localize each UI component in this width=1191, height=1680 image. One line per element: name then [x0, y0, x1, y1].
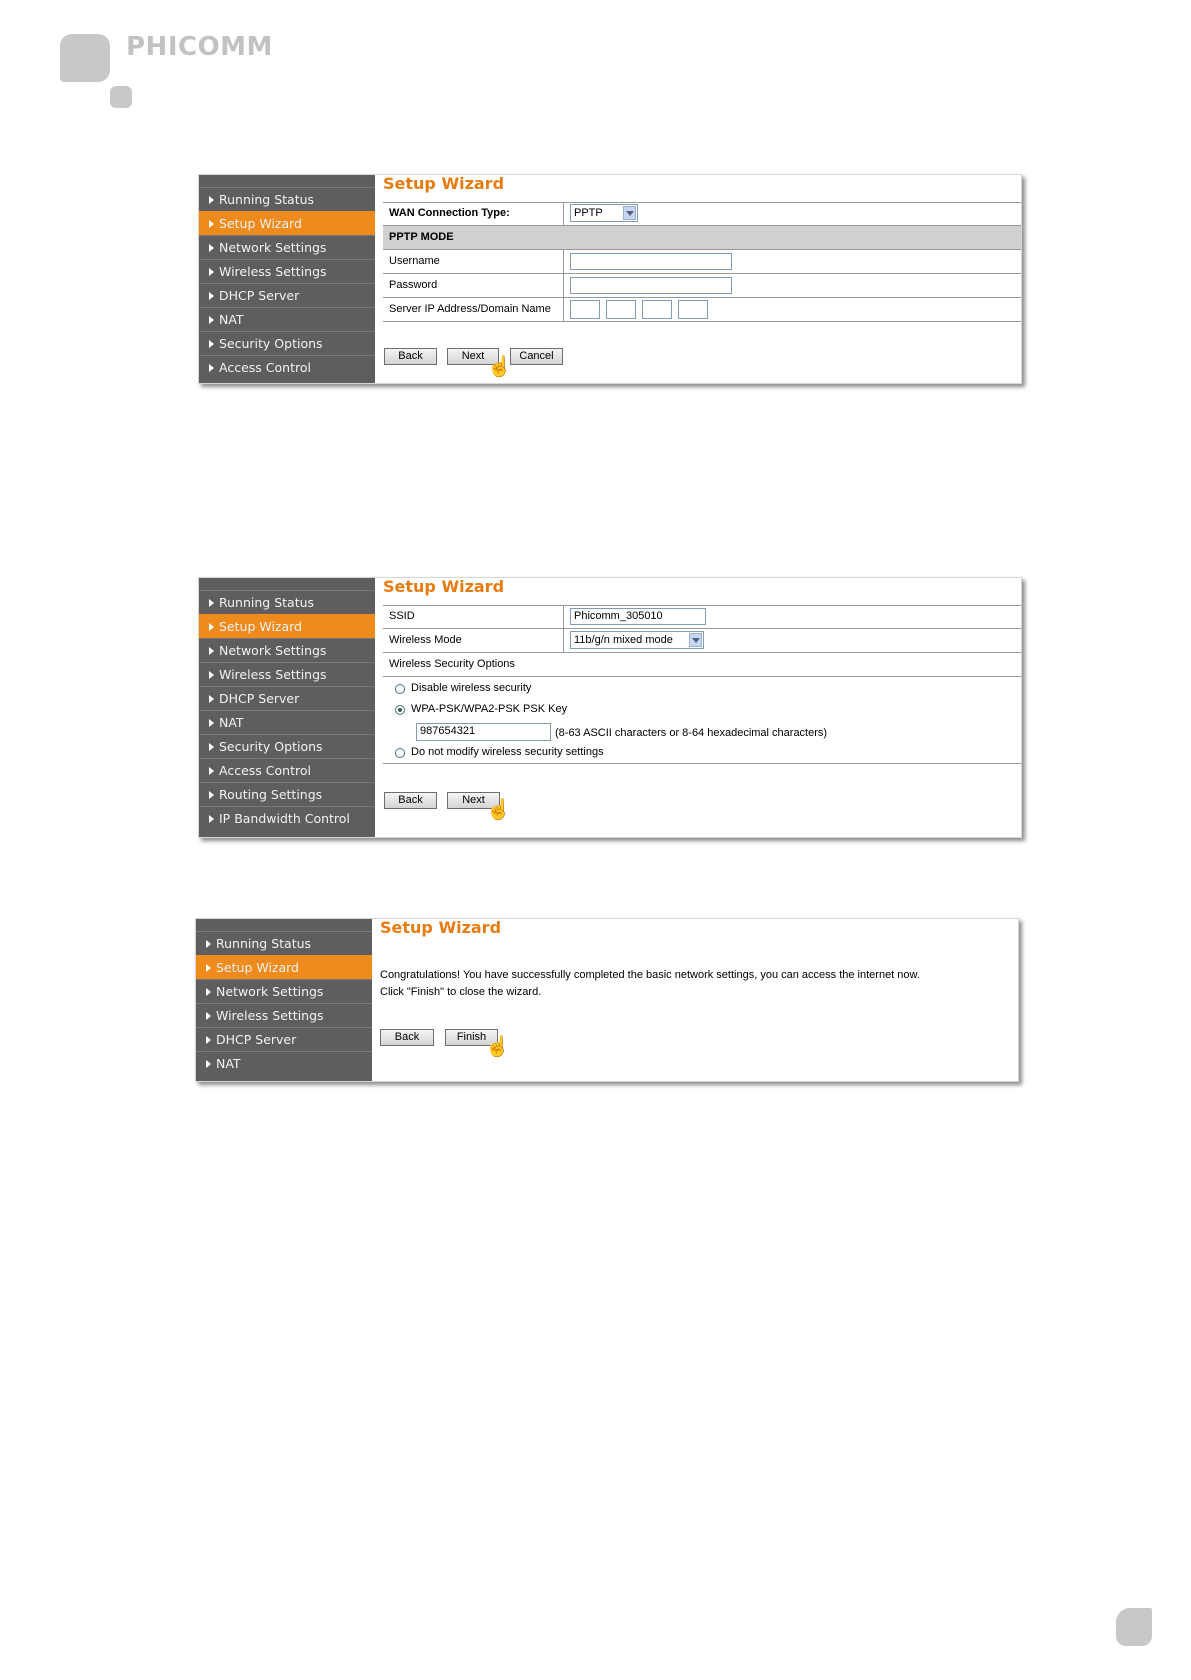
server-ip-octet-2[interactable]: [606, 300, 636, 319]
server-ip-octet-3[interactable]: [642, 300, 672, 319]
radio-disable-security[interactable]: [395, 684, 405, 694]
sidebar-item-network-settings[interactable]: Network Settings: [199, 235, 375, 259]
sidebar-item-setup-wizard[interactable]: Setup Wizard: [196, 955, 372, 979]
psk-hint: (8-63 ASCII characters or 8-64 hexadecimal characters): [555, 727, 828, 739]
security-options-header: Wireless Security Options: [389, 658, 515, 670]
logo-mark-dot: [110, 86, 132, 108]
chevron-down-icon: [689, 633, 702, 647]
sidebar-item-wireless-settings[interactable]: Wireless Settings: [196, 1003, 372, 1027]
wizard-panel: [375, 578, 1021, 837]
sidebar-item-setup-wizard[interactable]: Setup Wizard: [199, 614, 375, 638]
sidebar-item-nat[interactable]: NAT: [199, 710, 375, 734]
wizard-panel: [372, 919, 1018, 1081]
sidebar-item-setup-wizard[interactable]: Setup Wizard: [199, 211, 375, 235]
password-input[interactable]: [570, 277, 732, 294]
opt-nomodify-label: Do not modify wireless security settings: [411, 746, 604, 758]
finish-message-line2: Click "Finish" to close the wizard.: [380, 986, 542, 998]
wan-type-value: PPTP: [574, 207, 603, 219]
wan-type-label: WAN Connection Type:: [389, 207, 510, 219]
server-ip-octet-1[interactable]: [570, 300, 600, 319]
brand-name: PHICOMM: [126, 32, 273, 62]
password-label: Password: [389, 279, 438, 291]
screenshot-wireless: [198, 577, 1022, 838]
sidebar-item-dhcp-server[interactable]: DHCP Server: [199, 283, 375, 307]
back-button[interactable]: Back: [384, 348, 437, 365]
back-button[interactable]: Back: [384, 792, 437, 809]
sidebar-item-wireless-settings[interactable]: Wireless Settings: [199, 662, 375, 686]
cancel-button[interactable]: Cancel: [510, 348, 563, 365]
sidebar-item-dhcp-server[interactable]: DHCP Server: [196, 1027, 372, 1051]
next-button[interactable]: Next: [447, 348, 499, 365]
server-ip-octet-4[interactable]: [678, 300, 708, 319]
radio-wpa-psk[interactable]: [395, 705, 405, 715]
sidebar-item-network-settings[interactable]: Network Settings: [196, 979, 372, 1003]
sidebar-item-wireless-settings[interactable]: Wireless Settings: [199, 259, 375, 283]
hand-cursor-icon: ☝: [486, 799, 511, 821]
wireless-mode-select[interactable]: [570, 631, 704, 649]
page-title: Setup Wizard: [383, 577, 505, 596]
sidebar-menu: [199, 578, 375, 837]
sidebar-item-running-status[interactable]: Running Status: [199, 187, 375, 211]
sidebar-item-dhcp-server[interactable]: DHCP Server: [199, 686, 375, 710]
finish-button[interactable]: Finish: [445, 1029, 498, 1046]
wan-type-select[interactable]: [570, 204, 638, 222]
wireless-mode-value: 11b/g/n mixed mode: [574, 634, 673, 646]
sidebar-menu: [196, 919, 372, 1081]
page-title: Setup Wizard: [383, 174, 505, 193]
username-input[interactable]: [570, 253, 732, 270]
sidebar-item-access-control[interactable]: Access Control: [199, 758, 375, 782]
sidebar-item-access-control[interactable]: Access Control: [199, 355, 375, 379]
wireless-mode-label: Wireless Mode: [389, 634, 462, 646]
pptp-mode-header: PPTP MODE: [389, 231, 454, 243]
server-ip-label: Server IP Address/Domain Name: [389, 303, 551, 315]
finish-message-line1: Congratulations! You have successfully completed the basic network settings, you can access the internet now.: [380, 969, 920, 981]
sidebar-item-routing-settings[interactable]: Routing Settings: [199, 782, 375, 806]
phicomm-logo: [60, 34, 320, 114]
opt-disable-label: Disable wireless security: [411, 682, 532, 694]
page-corner-tab: [1116, 1608, 1152, 1646]
logo-mark-shape: [60, 34, 110, 82]
sidebar-item-running-status[interactable]: Running Status: [199, 590, 375, 614]
sidebar-item-ip-bandwidth-control[interactable]: IP Bandwidth Control: [199, 806, 375, 830]
next-button[interactable]: Next: [447, 792, 500, 809]
screenshot-pptp: [198, 174, 1022, 384]
hand-cursor-icon: ☝: [487, 356, 512, 378]
hand-cursor-icon: ☝: [485, 1036, 510, 1058]
username-label: Username: [389, 255, 440, 267]
sidebar-item-security-options[interactable]: Security Options: [199, 331, 375, 355]
wizard-panel: [375, 175, 1021, 383]
back-button[interactable]: Back: [380, 1029, 434, 1046]
sidebar-item-network-settings[interactable]: Network Settings: [199, 638, 375, 662]
opt-wpa-label: WPA-PSK/WPA2-PSK PSK Key: [411, 703, 568, 715]
sidebar-item-nat[interactable]: NAT: [196, 1051, 372, 1075]
sidebar-item-running-status[interactable]: Running Status: [196, 931, 372, 955]
ssid-label: SSID: [389, 610, 415, 622]
radio-no-modify[interactable]: [395, 748, 405, 758]
sidebar-menu: [199, 175, 375, 383]
chevron-down-icon: [623, 206, 636, 220]
screenshot-finish: [195, 918, 1019, 1082]
page-title: Setup Wizard: [380, 918, 502, 937]
ssid-input[interactable]: Phicomm_305010: [570, 608, 706, 625]
psk-key-input[interactable]: 987654321: [416, 723, 551, 741]
sidebar-item-nat[interactable]: NAT: [199, 307, 375, 331]
sidebar-item-security-options[interactable]: Security Options: [199, 734, 375, 758]
